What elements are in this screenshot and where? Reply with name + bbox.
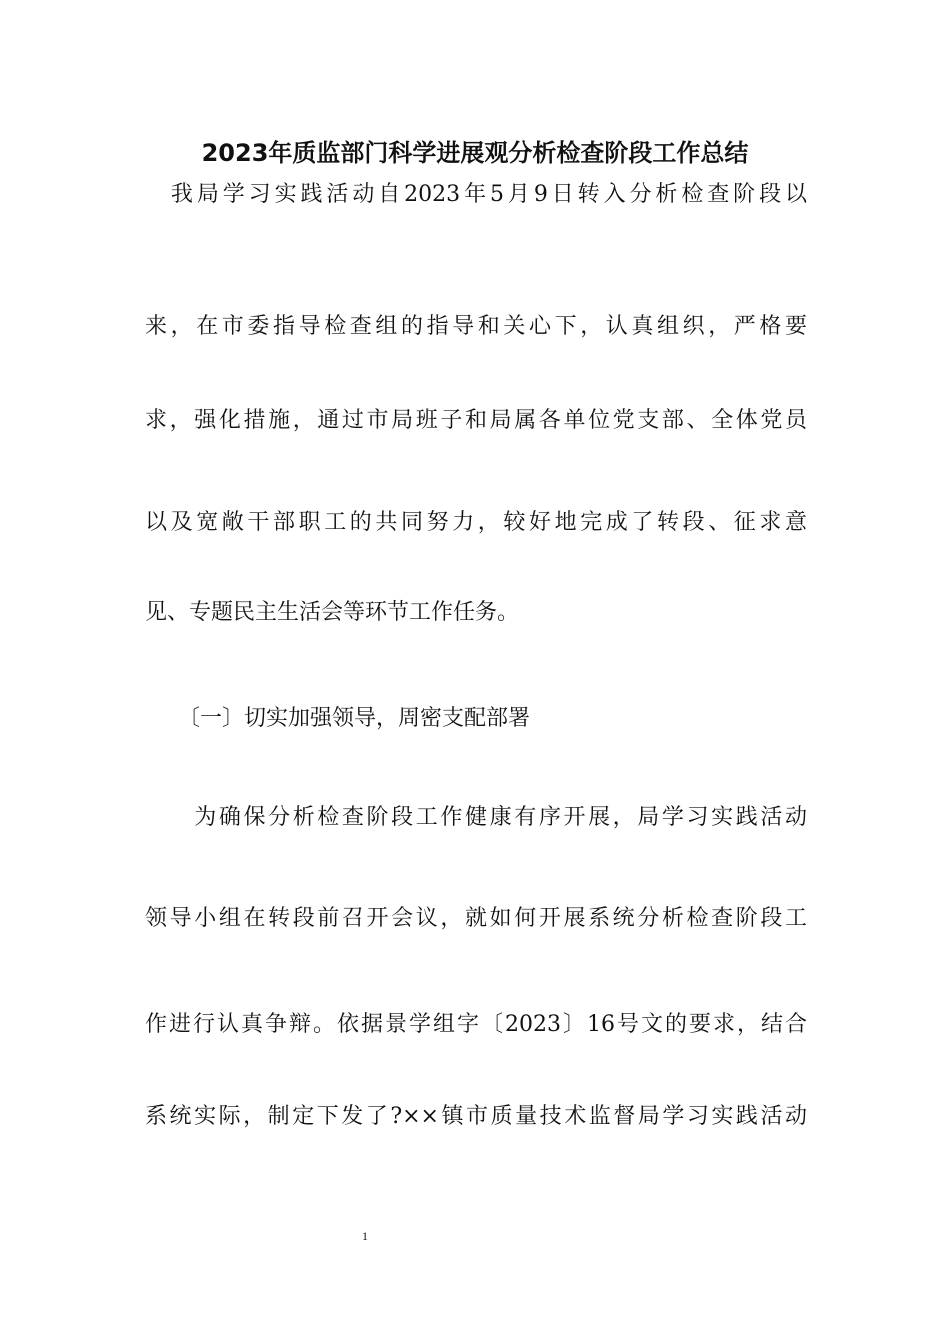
paragraph-line-2: 来，在市委指导检查组的指导和关心下，认真组织，严格要 — [145, 314, 807, 339]
document-title: 2023年质监部门科学进展观分析检查阶段工作总结 — [201, 139, 749, 167]
section-heading: 〔一〕切实加强领导，周密支配部署 — [145, 706, 531, 731]
paragraph-line-9: 系统实际，制定下发了?××镇市质量技术监督局学习实践活动 — [145, 1104, 807, 1129]
paragraph-line-7: 领导小组在转段前召开会议，就如何开展系统分析检查阶段工 — [145, 906, 807, 931]
paragraph-line-5: 见、专题民主生活会等环节工作任务。 — [145, 600, 520, 625]
paragraph-line-3: 求，强化措施，通过市局班子和局属各单位党支部、全体党员 — [145, 408, 807, 433]
page-number: 1 — [362, 1229, 368, 1243]
paragraph-line-8: 作进行认真争辩。依据景学组字〔2023〕16号文的要求，结合 — [145, 1012, 807, 1037]
paragraph-line-4: 以及宽敞干部职工的共同努力，较好地完成了转段、征求意 — [145, 510, 807, 535]
paragraph-line-6: 为确保分析检查阶段工作健康有序开展，局学习实践活动 — [145, 805, 807, 830]
paragraph-line-1: 我局学习实践活动自2023年5月9日转入分析检查阶段以 — [145, 182, 807, 207]
